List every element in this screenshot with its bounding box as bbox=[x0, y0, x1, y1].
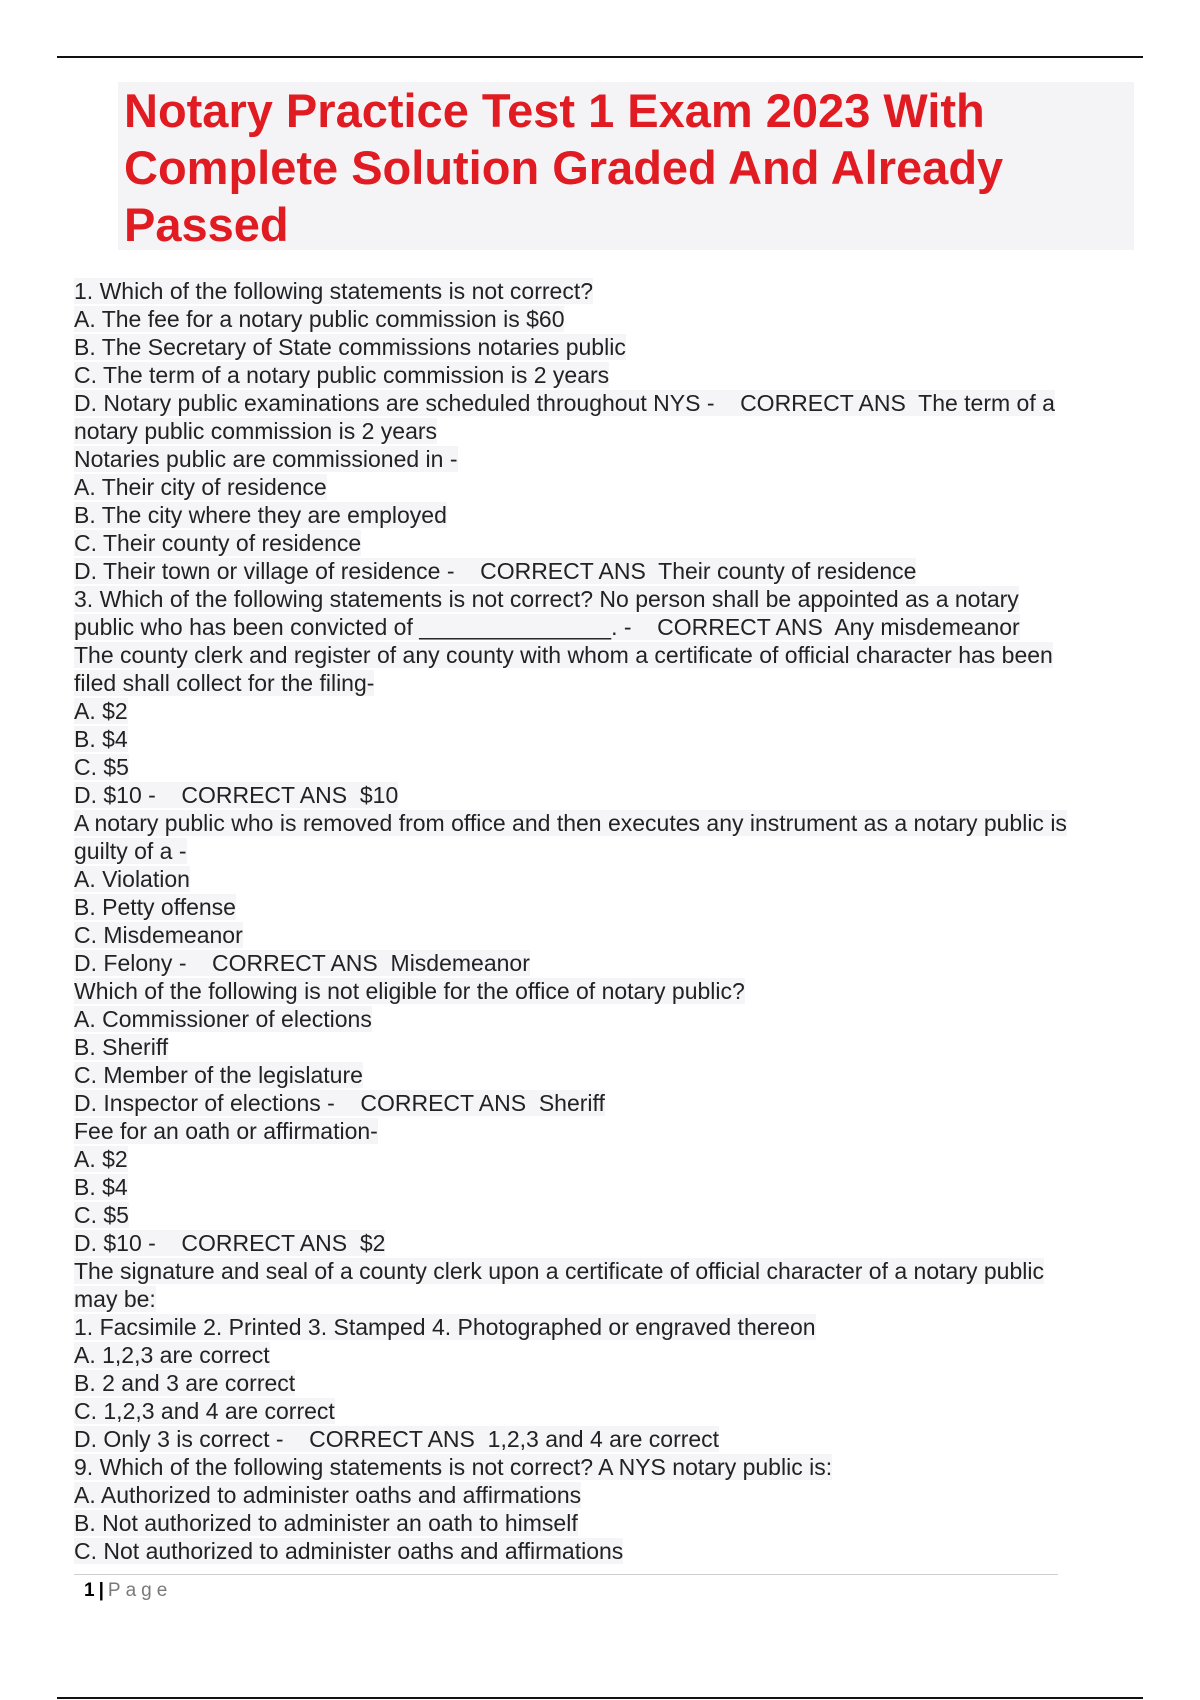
text-line-content: filed shall collect for the filing- bbox=[74, 670, 375, 696]
page-number: 1 bbox=[84, 1580, 95, 1601]
text-line-content: Notaries public are commissioned in - bbox=[74, 446, 458, 472]
text-line bbox=[74, 1201, 1134, 1229]
text-line-content: A. $2 bbox=[74, 1146, 128, 1172]
document-title: Notary Practice Test 1 Exam 2023 With Complete Solution Graded And Already Passed bbox=[124, 84, 1004, 251]
text-line-content: D. $10 - CORRECT ANS $2 bbox=[74, 1230, 386, 1256]
text-line bbox=[74, 865, 1134, 893]
text-line-content: A. Authorized to administer oaths and affirmations bbox=[74, 1482, 582, 1508]
text-line-content: B. $4 bbox=[74, 1174, 128, 1200]
text-line-content: guilty of a - bbox=[74, 838, 187, 864]
text-line bbox=[74, 641, 1134, 669]
text-line bbox=[74, 1397, 1134, 1425]
text-line bbox=[74, 501, 1134, 529]
text-line bbox=[74, 669, 1134, 697]
text-line bbox=[74, 1481, 1134, 1509]
text-line bbox=[74, 277, 1134, 305]
text-line bbox=[74, 1285, 1134, 1313]
text-line bbox=[74, 1453, 1134, 1481]
text-line bbox=[74, 1061, 1134, 1089]
text-line-content: A. Violation bbox=[74, 866, 190, 892]
text-line bbox=[74, 529, 1134, 557]
text-line-content: A. Commissioner of elections bbox=[74, 1006, 372, 1032]
top-rule bbox=[57, 56, 1143, 58]
text-line-content: public who has been convicted of _______________. - CORRECT ANS Any misdemeanor bbox=[74, 614, 1020, 640]
text-line bbox=[74, 1257, 1134, 1285]
text-line bbox=[74, 1313, 1134, 1341]
text-line bbox=[74, 333, 1134, 361]
text-line-content: The signature and seal of a county clerk upon a certificate of official character of a notary public bbox=[74, 1258, 1044, 1284]
footer-separator: | bbox=[98, 1580, 104, 1601]
document-body bbox=[74, 277, 1134, 1565]
text-line-content: D. $10 - CORRECT ANS $10 bbox=[74, 782, 399, 808]
text-line bbox=[74, 753, 1134, 781]
text-line-content: A. $2 bbox=[74, 698, 128, 724]
text-line-content: A. Their city of residence bbox=[74, 474, 327, 500]
text-line bbox=[74, 1117, 1134, 1145]
text-line bbox=[74, 585, 1134, 613]
text-line bbox=[74, 445, 1134, 473]
text-line bbox=[74, 1229, 1134, 1257]
text-line bbox=[74, 977, 1134, 1005]
text-line-content: C. 1,2,3 and 4 are correct bbox=[74, 1398, 335, 1424]
text-line bbox=[74, 613, 1134, 641]
text-line bbox=[74, 697, 1134, 725]
bottom-rule bbox=[57, 1697, 1143, 1699]
text-line-content: C. The term of a notary public commission is 2 years bbox=[74, 362, 610, 388]
text-line bbox=[74, 473, 1134, 501]
text-line bbox=[74, 557, 1134, 585]
text-line bbox=[74, 1369, 1134, 1397]
text-line bbox=[74, 893, 1134, 921]
text-line bbox=[74, 809, 1134, 837]
page-footer bbox=[84, 1579, 172, 1603]
text-line-content: B. 2 and 3 are correct bbox=[74, 1370, 296, 1396]
text-line-content: B. $4 bbox=[74, 726, 128, 752]
text-line-content: A notary public who is removed from office and then executes any instrument as a notary public is bbox=[74, 810, 1067, 836]
text-line bbox=[74, 305, 1134, 333]
text-line bbox=[74, 1089, 1134, 1117]
text-line-content: D. Their town or village of residence - CORRECT ANS Their county of residence bbox=[74, 558, 917, 584]
text-line-content: D. Inspector of elections - CORRECT ANS Sheriff bbox=[74, 1090, 605, 1116]
text-line-content: C. Their county of residence bbox=[74, 530, 362, 556]
text-line bbox=[74, 1173, 1134, 1201]
text-line-content: B. The city where they are employed bbox=[74, 502, 447, 528]
text-line-content: C. Not authorized to administer oaths and affirmations bbox=[74, 1538, 624, 1564]
text-line bbox=[74, 725, 1134, 753]
text-line-content: B. Petty offense bbox=[74, 894, 236, 920]
text-line bbox=[74, 1033, 1134, 1061]
text-line-content: may be: bbox=[74, 1286, 156, 1312]
text-line-content: C. $5 bbox=[74, 754, 129, 780]
text-line-content: A. The fee for a notary public commission is $60 bbox=[74, 306, 565, 332]
text-line bbox=[74, 361, 1134, 389]
text-line-content: C. Misdemeanor bbox=[74, 922, 243, 948]
text-line-content: 9. Which of the following statements is not correct? A NYS notary public is: bbox=[74, 1454, 833, 1480]
text-line bbox=[74, 1341, 1134, 1369]
text-line bbox=[74, 1145, 1134, 1173]
text-line-content: D. Notary public examinations are scheduled throughout NYS - CORRECT ANS The term of a bbox=[74, 390, 1055, 416]
text-line-content: notary public commission is 2 years bbox=[74, 418, 438, 444]
text-line bbox=[74, 1425, 1134, 1453]
text-line-content: B. The Secretary of State commissions notaries public bbox=[74, 334, 626, 360]
text-line-content: 1. Which of the following statements is not correct? bbox=[74, 278, 594, 304]
text-line-content: 1. Facsimile 2. Printed 3. Stamped 4. Photographed or engraved thereon bbox=[74, 1314, 816, 1340]
text-line bbox=[74, 949, 1134, 977]
text-line bbox=[74, 837, 1134, 865]
text-line bbox=[74, 1537, 1134, 1565]
text-line-content: C. Member of the legislature bbox=[74, 1062, 363, 1088]
text-line-content: C. $5 bbox=[74, 1202, 129, 1228]
text-line-content: D. Felony - CORRECT ANS Misdemeanor bbox=[74, 950, 530, 976]
text-line bbox=[74, 921, 1134, 949]
text-line bbox=[74, 1005, 1134, 1033]
text-line-content: Fee for an oath or affirmation- bbox=[74, 1118, 378, 1144]
text-line bbox=[74, 781, 1134, 809]
text-line-content: Which of the following is not eligible for the office of notary public? bbox=[74, 978, 745, 1004]
text-line-content: A. 1,2,3 are correct bbox=[74, 1342, 270, 1368]
page-label: Page bbox=[107, 1580, 173, 1601]
footer-rule bbox=[74, 1574, 1058, 1575]
text-line-content: B. Sheriff bbox=[74, 1034, 169, 1060]
text-line bbox=[74, 389, 1134, 417]
text-line-content: 3. Which of the following statements is not correct? No person shall be appointed as a notary bbox=[74, 586, 1019, 612]
text-line-content: B. Not authorized to administer an oath to himself bbox=[74, 1510, 578, 1536]
text-line bbox=[74, 417, 1134, 445]
text-line bbox=[74, 1509, 1134, 1537]
text-line-content: D. Only 3 is correct - CORRECT ANS 1,2,3 and 4 are correct bbox=[74, 1426, 720, 1452]
text-line-content: The county clerk and register of any county with whom a certificate of official character has been bbox=[74, 642, 1053, 668]
